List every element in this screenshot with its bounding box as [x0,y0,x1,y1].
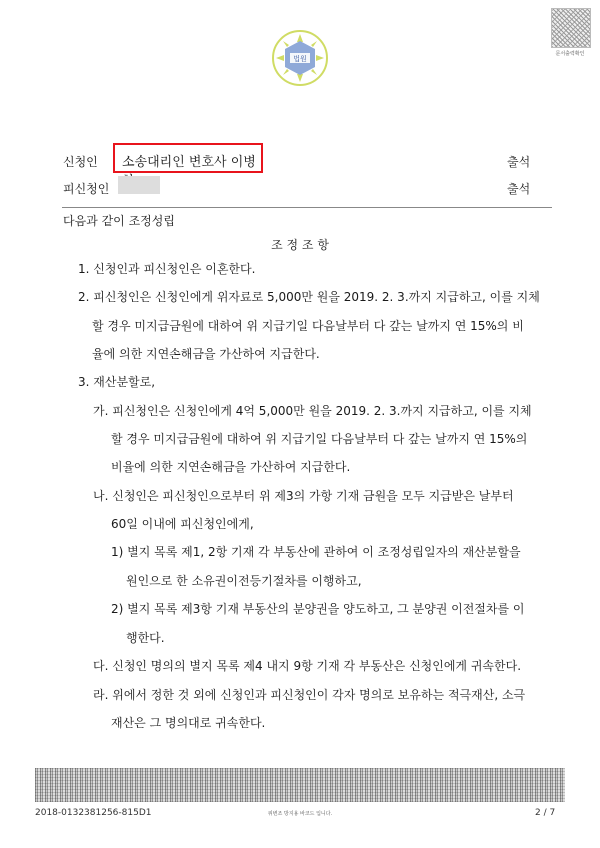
applicant-label: 신청인 [63,155,98,169]
respondent-label: 피신청인 [63,182,110,196]
clause-2-line-2: 할 경우 미지급금원에 대하여 위 지급기일 다음날부터 다 갚는 날까지 연 15%의 비 [92,319,524,333]
svg-text:법원: 법원 [293,55,307,63]
intro-text: 다음과 같이 조정성립 [63,214,175,228]
section-title: 조 정 조 항 [271,238,329,252]
respondent-status: 출석 [507,182,531,196]
clause-3-ga-line-2: 할 경우 미지급금원에 대하여 위 지급기일 다음날부터 다 갚는 날까지 연 15%의 [111,432,528,446]
clause-3: 3. 재산분할로, [78,375,156,389]
clause-3-ga-line-1: 가. 피신청인은 신청인에게 4억 5,000만 원을 2019. 2. 3.까지 지급하고, 이를 지체 [93,404,532,418]
clause-3-na-line-2: 60일 이내에 피신청인에게, [111,517,254,531]
document-id: 2018-0132381256-815D1 [35,808,152,818]
clause-3-na-1-line-1: 1) 별지 목록 제1, 2항 기재 각 부동산에 관하여 이 조정성립일자의 재산분할을 [111,545,521,559]
page-number: 2 / 7 [535,808,556,818]
qr-caption: 문서출력확인 [555,51,585,57]
clause-3-ra-line-1: 라. 위에서 정한 것 외에 신청인과 피신청인이 각자 명의로 보유하는 적극재산, 소극 [93,688,526,702]
clause-3-na-2-line-2: 행한다. [126,631,165,645]
divider [62,207,552,208]
redacted-name [118,176,160,194]
clause-3-da: 다. 신청인 명의의 별지 목록 제4 내지 9항 기재 각 부동산은 신청인에게 귀속한다. [93,659,522,673]
clause-3-ra-line-2: 재산은 그 명의대로 귀속한다. [111,716,266,730]
clause-1: 1. 신청인과 피신청인은 이혼한다. [78,262,256,276]
applicant-name-highlight [113,143,263,173]
verification-qr-code [551,8,591,48]
clause-3-na-1-line-2: 원인으로 한 소유권이전등기절차를 이행하고, [126,574,362,588]
clause-3-ga-line-3: 비율에 의한 지연손해금을 가산하여 지급한다. [111,460,351,474]
applicant-status: 출석 [507,155,531,169]
security-barcode [35,768,565,802]
clause-3-na-line-1: 나. 신청인은 피신청인으로부터 위 제3의 가항 기재 금원을 모두 지급받은 날부터 [93,489,514,503]
clause-3-na-2-line-1: 2) 별지 목록 제3항 기재 부동산의 분양권을 양도하고, 그 분양권 이전절차를 이 [111,602,525,616]
clause-2-line-1: 2. 피신청인은 신청인에게 위자료로 5,000만 원을 2019. 2. 3.까지 지급하고, 이를 지체 [78,290,540,304]
applicant-name: 소송대리인 변호사 이병 [122,155,256,170]
court-seal-icon [270,28,330,88]
clause-2-line-3: 율에 의한 지연손해금을 가산하여 지급한다. [92,347,320,361]
barcode-note: 위변조 방지용 바코드 입니다. [267,811,333,817]
